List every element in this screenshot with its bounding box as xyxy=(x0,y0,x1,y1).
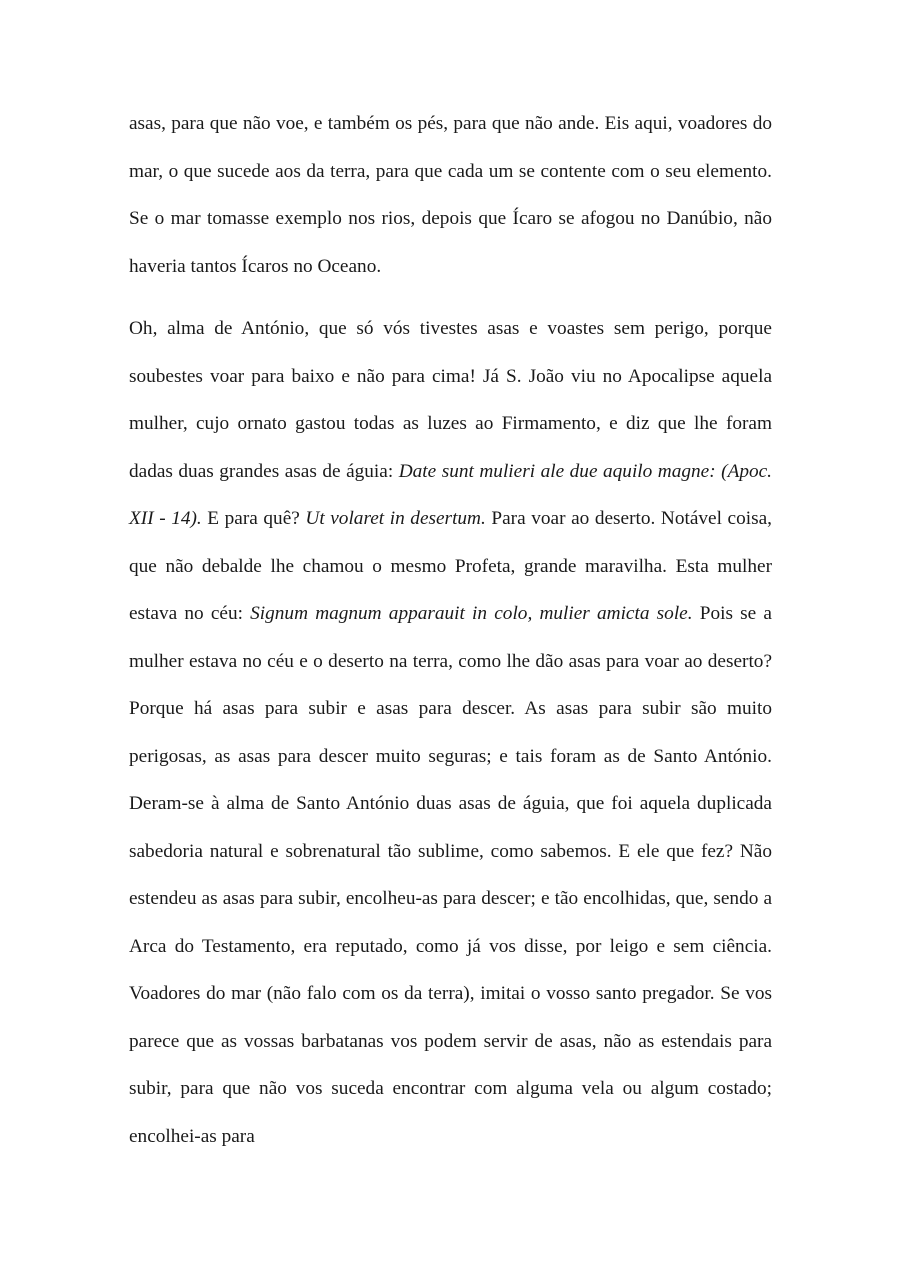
paragraph-2 xyxy=(129,305,772,1160)
latin-quote-signum: Signum magnum apparauit in colo, mulier amicta sole. xyxy=(250,603,693,624)
latin-quote-desertum: Ut volaret in desertum. xyxy=(305,508,486,529)
paragraph-2-text-a: Oh, alma de António, que só vós tivestes asas e voastes sem perigo, porque soubestes voar para baixo e não para cima! Já S. João viu no Apocalipse aquela mulher, cujo ornato gastou todas as luzes ao Firmamento, e diz que lhe foram dadas duas grandes asas de águia: xyxy=(129,318,772,482)
document-page xyxy=(129,100,772,1160)
paragraph-2-text-b: E para quê? xyxy=(201,508,306,529)
paragraph-1-text: asas, para que não voe, e também os pés, para que não ande. Eis aqui, voadores do mar, o que sucede aos da terra, para que cada um se contente com o seu elemento. Se o mar tomasse exemplo nos rios, depois que Ícaro se afogou no Danúbio, não haveria tantos Ícaros no Oceano. xyxy=(129,113,772,277)
paragraph-2-text-d: Pois se a mulher estava no céu e o deserto na terra, como lhe dão asas para voar ao deserto? Porque há asas para subir e asas para descer. As asas para subir são muito perigosas, as asas para descer muito seguras; e tais foram as de Santo António. Deram-se à alma de Santo António duas asas de águia, que foi aquela duplicada sabedoria natural e sobrenatural tão sublime, como sabemos. E ele que fez? Não estendeu as asas para subir, encolheu-as para descer; e tão encolhidas, que, sendo a Arca do Testamento, era reputado, como já vos disse, por leigo e sem ciência. Voadores do mar (não falo com os da terra), imitai o vosso santo pregador. Se vos parece que as vossas barbatanas vos podem servir de asas, não as estendais para subir, para que não vos suceda encontrar com alguma vela ou algum costado; encolhei-as para xyxy=(129,603,772,1147)
paragraph-1 xyxy=(129,100,772,290)
paragraph-2-text-c: Para voar ao deserto. Notável coisa, que não debalde lhe chamou o mesmo Profeta, grande maravilha. Esta mulher estava no céu: xyxy=(129,508,772,624)
latin-quote-apocalypse: Date sunt mulieri ale due aquilo magne: (Apoc. XII - 14). xyxy=(129,460,773,529)
